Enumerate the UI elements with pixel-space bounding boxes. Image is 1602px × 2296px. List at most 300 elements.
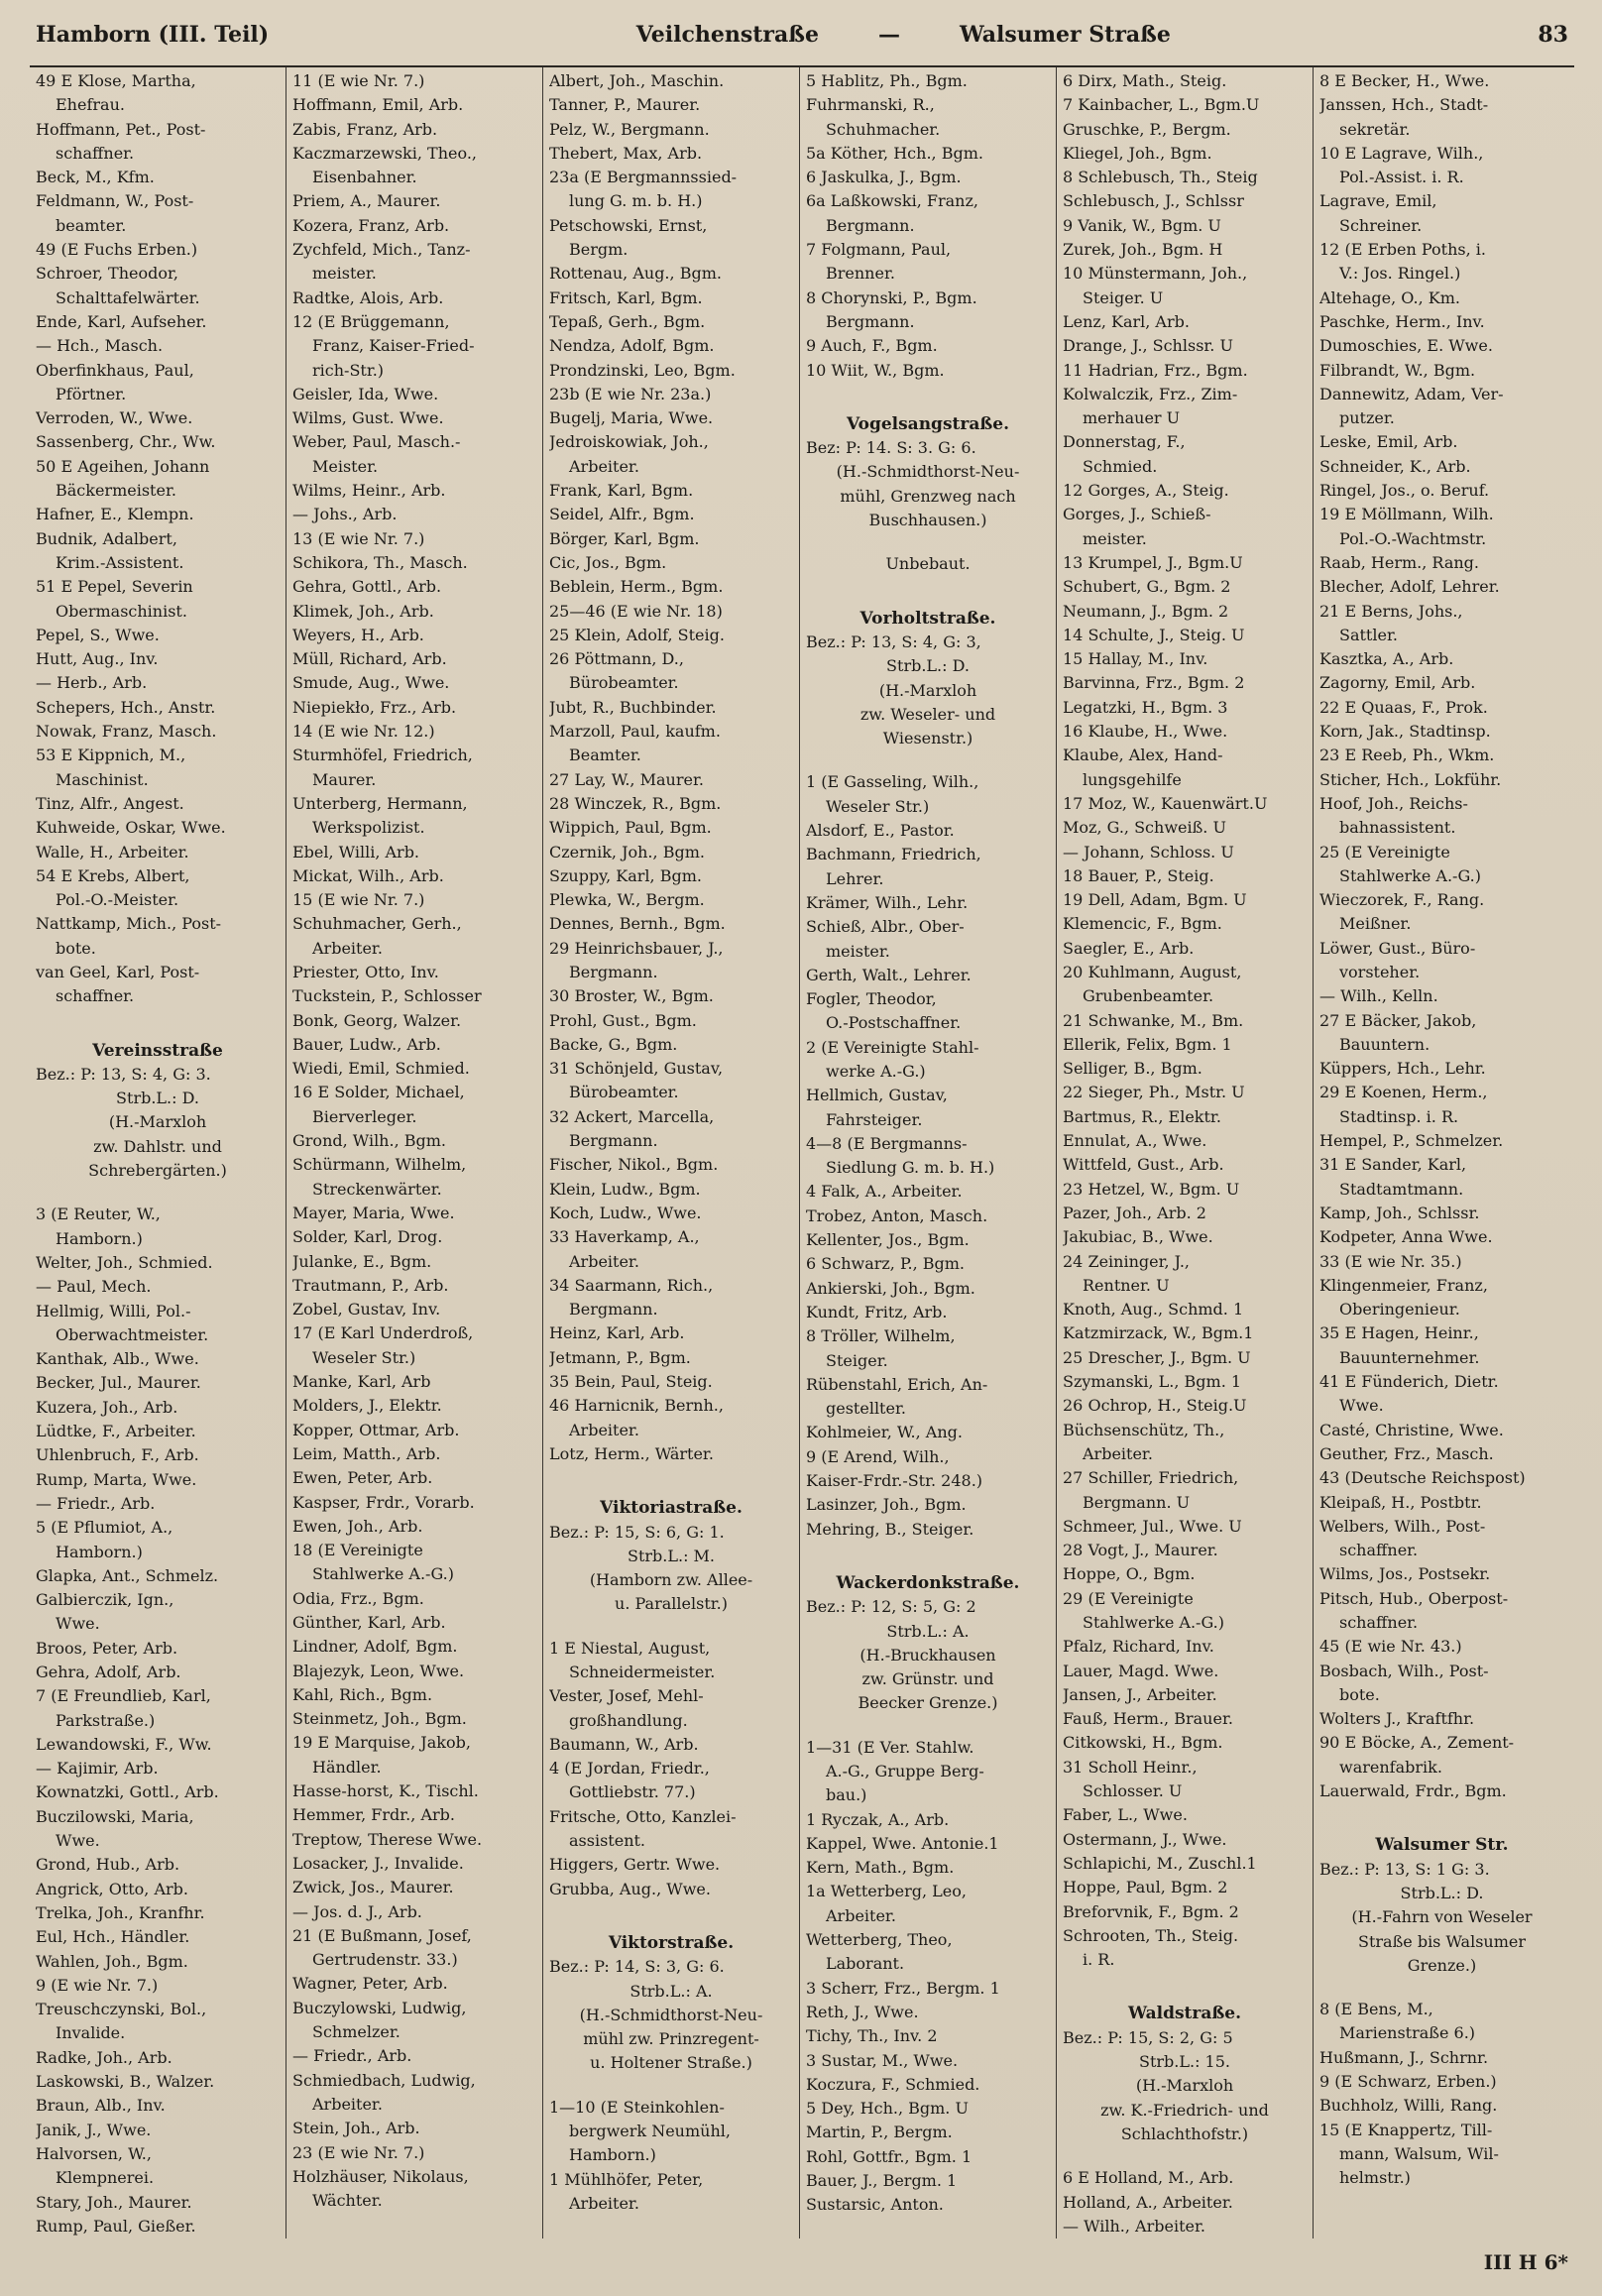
directory-line: Stary, Joh., Maurer.: [36, 2192, 192, 2212]
directory-line: Schreiner.: [1339, 215, 1423, 235]
directory-line: Schrebergärten.): [88, 1161, 227, 1181]
directory-line: 24 Zeininger, J.,: [1063, 1251, 1190, 1271]
directory-line: Galbierczik, Ign.,: [36, 1590, 174, 1610]
directory-line: Werkspolizist.: [312, 818, 425, 838]
directory-line: Glapka, Ant., Schmelz.: [36, 1565, 219, 1585]
directory-line: merhauer U: [1083, 408, 1181, 428]
directory-line: Obermaschinist.: [56, 601, 187, 621]
directory-line: Schikora, Th., Masch.: [292, 552, 468, 572]
directory-line: Büchsenschütz, Th.,: [1063, 1420, 1225, 1439]
directory-line: Wittfeld, Gust., Arb.: [1063, 1155, 1224, 1175]
directory-line: 7 Kainbacher, L., Bgm.U: [1063, 95, 1260, 115]
directory-line: meister.: [312, 264, 377, 284]
directory-line: Schalttafelwärter.: [56, 287, 200, 307]
directory-line: Fuhrmanski, R.,: [806, 95, 935, 115]
directory-line: Grubba, Aug., Wwe.: [549, 1879, 711, 1898]
directory-line: Kundt, Fritz, Arb.: [806, 1302, 948, 1321]
directory-line: 21 E Berns, Johs.,: [1319, 601, 1463, 621]
directory-line: Pol.-O.-Wachtmstr.: [1339, 528, 1487, 548]
directory-line: Lagrave, Emil,: [1319, 191, 1437, 211]
directory-line: Wieczorek, F., Rang.: [1319, 890, 1485, 910]
directory-line: Rohl, Gottfr., Bgm. 1: [806, 2146, 973, 2166]
directory-line: Hoffmann, Pet., Post-: [36, 119, 206, 139]
directory-line: Rottenau, Aug., Bgm.: [549, 264, 722, 284]
directory-line: Schlebusch, J., Schlssr: [1063, 191, 1244, 211]
directory-line: 8 E Becker, H., Wwe.: [1319, 71, 1490, 90]
directory-line: Eisenbahner.: [312, 168, 417, 187]
directory-line: zw. Weseler- und: [859, 704, 996, 724]
directory-line: Wetterberg, Theo,: [806, 1930, 953, 1950]
directory-line: 6 Dirx, Math., Steig.: [1063, 71, 1227, 90]
directory-line: Schlapichi, M., Zuschl.1: [1063, 1853, 1257, 1873]
directory-line: Ende, Karl, Aufseher.: [36, 311, 207, 331]
directory-line: Hoffmann, Emil, Arb.: [292, 95, 464, 115]
directory-line: Kolwalczik, Frz., Zim-: [1063, 384, 1238, 403]
directory-line: Lewandowski, F., Ww.: [36, 1734, 212, 1754]
directory-line: Hellmich, Gustav,: [806, 1086, 948, 1105]
directory-line: 26 Pöttmann, D.,: [549, 649, 684, 669]
directory-line: Bauer, Ludw., Arb.: [292, 1034, 441, 1054]
directory-line: 3 Scherr, Frz., Bergm. 1: [806, 1978, 1000, 1998]
directory-line: Uhlenbruch, F., Arb.: [36, 1445, 199, 1465]
directory-line: Laborant.: [826, 1954, 905, 1974]
directory-line: Pelz, W., Bergmann.: [549, 119, 710, 139]
directory-line: Oberingenieur.: [1339, 1300, 1460, 1320]
directory-line: Sattler.: [1339, 625, 1398, 644]
directory-line: 21 Schwanke, M., Bm.: [1063, 1010, 1244, 1030]
directory-line: 6 Jaskulka, J., Bgm.: [806, 168, 962, 187]
directory-line: Gehra, Adolf, Arb.: [36, 1663, 181, 1681]
directory-line: 11 Hadrian, Frz., Bgm.: [1063, 360, 1248, 380]
directory-line: Bugelj, Maria, Wwe.: [549, 408, 714, 428]
directory-line: Arbeiter.: [569, 2193, 639, 2213]
directory-line: — Jos. d. J., Arb.: [292, 1901, 422, 1921]
directory-line: Wippich, Paul, Bgm.: [549, 818, 712, 838]
directory-line: Klemencic, F., Bgm.: [1063, 914, 1222, 934]
directory-line: Hemmer, Frdr., Arb.: [292, 1805, 455, 1825]
header-left: Hamborn (III. Teil): [36, 22, 270, 48]
directory-line: Broos, Peter, Arb.: [36, 1638, 178, 1658]
directory-line: assistent.: [569, 1831, 646, 1851]
directory-line: 12 (E Brüggemann,: [292, 311, 450, 331]
directory-line: Eul, Hch., Händler.: [36, 1927, 190, 1947]
directory-line: Kliegel, Joh., Bgm.: [1063, 143, 1212, 163]
directory-line: Prohl, Gust., Bgm.: [549, 1010, 697, 1030]
directory-line: Schepers, Hch., Anstr.: [36, 697, 216, 717]
directory-line: Zagorny, Emil, Arb.: [1319, 673, 1476, 693]
directory-line: Meister.: [312, 456, 379, 476]
directory-line: — Wilh., Arbeiter.: [1063, 2216, 1205, 2236]
directory-line: Angrick, Otto, Arb.: [36, 1879, 189, 1898]
directory-line: Mickat, Wilh., Arb.: [292, 865, 444, 885]
directory-line: (H.-Marxloh: [1135, 2076, 1234, 2096]
directory-line: Maurer.: [312, 769, 377, 789]
directory-line: Czernik, Joh., Bgm.: [549, 842, 705, 861]
directory-line: Bauuntern.: [1339, 1034, 1430, 1054]
directory-line: Zobel, Gustav, Inv.: [292, 1300, 441, 1320]
directory-line: Wahlen, Joh., Bgm.: [36, 1951, 188, 1971]
directory-line: Heinz, Karl, Arb.: [549, 1323, 685, 1343]
directory-line: Losacker, J., Invalide.: [292, 1853, 464, 1873]
street-heading: Vogelsangstraße.: [846, 413, 1009, 434]
directory-line: Beecker Grenze.): [858, 1693, 998, 1713]
directory-line: — Wilh., Kelln.: [1319, 986, 1438, 1006]
directory-line: (H.-Marxloh: [108, 1112, 207, 1132]
street-heading: Viktorstraße.: [608, 1932, 735, 1953]
directory-line: Schubert, G., Bgm. 2: [1063, 577, 1231, 597]
directory-line: Schmelzer.: [312, 2022, 400, 2042]
directory-line: Kaczmarzewski, Theo.,: [292, 143, 477, 163]
directory-line: Lüdtke, F., Arbeiter.: [36, 1422, 196, 1441]
column-4: [800, 67, 1057, 2239]
directory-line: Gorges, J., Schieß-: [1063, 505, 1211, 524]
directory-line: Krämer, Wilh., Lehr.: [806, 892, 969, 912]
directory-line: i. R.: [1083, 1950, 1115, 1970]
directory-line: Holland, A., Arbeiter.: [1063, 2192, 1233, 2212]
directory-line: Radke, Joh., Arb.: [36, 2047, 172, 2067]
directory-line: Bergm.: [569, 240, 629, 260]
header-dash: —: [877, 22, 900, 48]
directory-line: Szymanski, L., Bgm. 1: [1063, 1372, 1242, 1392]
directory-line: Gertrudenstr. 33.): [312, 1950, 458, 1970]
directory-line: Schuhmacher.: [826, 119, 941, 139]
directory-line: 16 Klaube, H., Wwe.: [1063, 722, 1228, 742]
directory-line: Bosbach, Wilh., Post-: [1319, 1661, 1489, 1680]
directory-line: Moz, G., Schweiß. U: [1063, 818, 1226, 838]
directory-line: Strb.L.: A.: [629, 1981, 713, 2001]
directory-line: Brenner.: [826, 264, 895, 284]
directory-line: Tuckstein, P., Schlosser: [292, 986, 482, 1006]
directory-line: 25 Klein, Adolf, Steig.: [549, 625, 725, 644]
directory-line: Ellerik, Felix, Bgm. 1: [1063, 1034, 1232, 1054]
directory-line: 25 Drescher, J., Bgm. U: [1063, 1347, 1251, 1367]
directory-line: 7 (E Freundlieb, Karl,: [36, 1686, 211, 1706]
directory-line: lung G. m. b. H.): [569, 191, 703, 211]
directory-line: Citkowski, H., Bgm.: [1063, 1733, 1223, 1753]
directory-line: schaffner.: [56, 986, 135, 1006]
header-center-left: Veilchenstraße: [635, 22, 819, 48]
directory-line: Frank, Karl, Bgm.: [549, 481, 694, 501]
directory-line: Odia, Frz., Bgm.: [292, 1588, 424, 1608]
directory-line: warenfabrik.: [1339, 1757, 1442, 1777]
directory-line: Schlachthofstr.): [1120, 2124, 1249, 2143]
directory-line: 11 (E wie Nr. 7.): [292, 71, 425, 90]
directory-line: Altehage, O., Km.: [1319, 287, 1460, 307]
directory-line: 14 Schulte, J., Steig. U: [1063, 625, 1245, 644]
directory-line: 15 (E Knappertz, Till-: [1319, 2120, 1493, 2139]
directory-line: Bez.: P: 13, S: 1 G: 3.: [1319, 1859, 1490, 1879]
directory-line: Dannewitz, Adam, Ver-: [1319, 384, 1504, 403]
directory-line: 8 Chorynski, P., Bgm.: [806, 287, 977, 307]
directory-line: Buchholz, Willi, Rang.: [1319, 2096, 1498, 2116]
directory-line: 4 (E Jordan, Friedr.,: [549, 1759, 710, 1779]
directory-line: 28 Winczek, R., Bgm.: [549, 793, 722, 813]
directory-line: Schmiedbach, Ludwig,: [292, 2070, 476, 2090]
directory-line: Alsdorf, E., Pastor.: [806, 821, 955, 841]
directory-line: Seidel, Alfr., Bgm.: [549, 505, 695, 524]
directory-line: Smude, Aug., Wwe.: [292, 673, 450, 693]
directory-line: Molders, J., Elektr.: [292, 1396, 442, 1416]
directory-line: — Friedr., Arb.: [292, 2046, 412, 2066]
directory-line: Wiesenstr.): [882, 729, 973, 748]
directory-line: — Kajimir, Arb.: [36, 1759, 159, 1779]
directory-line: Lasinzer, Joh., Bgm.: [806, 1495, 967, 1515]
directory-line: 9 Vanik, W., Bgm. U: [1063, 215, 1221, 235]
directory-line: 33 Haverkamp, A.,: [549, 1227, 700, 1247]
directory-line: Paschke, Herm., Inv.: [1319, 311, 1485, 331]
directory-line: Stein, Joh., Arb.: [292, 2119, 420, 2138]
directory-line: Jubt, R., Buchbinder.: [549, 697, 717, 717]
directory-line: Wwe.: [1339, 1396, 1384, 1416]
directory-line: Bez.: P: 15, S: 2, G: 5: [1063, 2027, 1233, 2047]
directory-line: 1—31 (E Ver. Stahlw.: [806, 1737, 974, 1757]
directory-line: Oberfinkhaus, Paul,: [36, 360, 194, 380]
directory-line: van Geel, Karl, Post-: [36, 962, 200, 981]
columns: [30, 67, 1574, 2239]
directory-line: Bez: P: 14. S: 3. G: 6.: [806, 438, 976, 458]
directory-line: Prondzinski, Leo, Bgm.: [549, 360, 736, 380]
directory-line: Pfalz, Richard, Inv.: [1063, 1637, 1214, 1657]
directory-line: Wilms, Heinr., Arb.: [292, 481, 446, 501]
directory-line: u. Holtener Straße.): [590, 2053, 752, 2073]
directory-line: Stahlwerke A.-G.): [1083, 1613, 1224, 1632]
directory-line: schaffner.: [1339, 1613, 1419, 1632]
directory-line: mann, Walsum, Wil-: [1339, 2143, 1499, 2163]
directory-line: Händler.: [312, 1757, 382, 1777]
directory-line: Kellenter, Jos., Bgm.: [806, 1230, 970, 1250]
directory-line: 1 Ryczak, A., Arb.: [806, 1809, 950, 1829]
directory-line: Dumoschies, E. Wwe.: [1319, 336, 1493, 356]
directory-line: Schürmann, Wilhelm,: [292, 1155, 467, 1175]
directory-line: 27 E Bäcker, Jakob,: [1319, 1010, 1477, 1030]
directory-line: Backe, G., Bgm.: [549, 1034, 678, 1054]
directory-line: Siedlung G. m. b. H.): [826, 1158, 995, 1178]
directory-line: Steiger. U: [1083, 287, 1164, 307]
directory-line: Kern, Math., Bgm.: [806, 1858, 955, 1878]
directory-line: Kodpeter, Anna Wwe.: [1319, 1227, 1493, 1247]
directory-line: Stadtamtmann.: [1339, 1179, 1464, 1199]
directory-line: 3 Sustar, M., Wwe.: [806, 2050, 959, 2070]
directory-line: Beblein, Herm., Bgm.: [549, 577, 724, 597]
directory-line: Bürobeamter.: [569, 1083, 679, 1102]
directory-line: Jansen, J., Arbeiter.: [1063, 1684, 1217, 1704]
directory-line: Bergmann.: [826, 215, 915, 235]
directory-line: 5 Hablitz, Ph., Bgm.: [806, 71, 968, 90]
directory-line: Trautmann, P., Arb.: [292, 1275, 449, 1295]
directory-line: Bergmann.: [826, 311, 915, 331]
directory-line: Blajezyk, Leon, Wwe.: [292, 1661, 465, 1680]
directory-line: schaffner.: [1339, 1541, 1419, 1560]
directory-line: Hamborn.): [56, 1542, 143, 1561]
directory-line: Fritsche, Otto, Kanzlei-: [549, 1806, 737, 1826]
directory-line: Bauunternehmer.: [1339, 1347, 1480, 1367]
directory-line: Klaube, Alex, Hand-: [1063, 746, 1223, 765]
directory-line: Verroden, W., Wwe.: [36, 408, 193, 428]
directory-line: Gerth, Walt., Lehrer.: [806, 965, 972, 984]
directory-line: zw. K.-Friedrich- und: [1100, 2100, 1269, 2120]
directory-line: 29 (E Vereinigte: [1063, 1588, 1194, 1608]
directory-line: zw. Grünstr. und: [861, 1669, 994, 1689]
directory-line: Welter, Joh., Schmied.: [36, 1252, 213, 1272]
directory-line: Nowak, Franz, Masch.: [36, 722, 217, 742]
directory-line: Hoppe, O., Bgm.: [1063, 1564, 1196, 1584]
directory-line: Steiger.: [826, 1350, 888, 1370]
directory-line: Schieß, Albr., Ober-: [806, 917, 965, 937]
directory-line: Bez.: P: 15, S: 6, G: 1.: [549, 1522, 725, 1542]
directory-line: Arbeiter.: [569, 456, 639, 476]
directory-line: 50 E Ageihen, Johann: [36, 456, 210, 476]
directory-line: Casté, Christine, Wwe.: [1319, 1420, 1504, 1439]
directory-line: Pförtner.: [56, 384, 127, 403]
directory-line: Krim.-Assistent.: [56, 552, 184, 572]
directory-line: Hoppe, Paul, Bgm. 2: [1063, 1878, 1228, 1897]
directory-line: 54 E Krebs, Albert,: [36, 865, 190, 885]
directory-line: Kahl, Rich., Bgm.: [292, 1684, 433, 1704]
directory-line: Budnik, Adalbert,: [36, 528, 177, 548]
directory-line: 9 (E Schwarz, Erben.): [1319, 2072, 1497, 2092]
directory-line: 8 (E Bens, M.,: [1319, 2000, 1433, 2019]
directory-line: Rübenstahl, Erich, An-: [806, 1374, 988, 1394]
directory-line: (H.-Schmidthorst-Neu-: [836, 462, 1020, 482]
directory-line: Leske, Emil, Arb.: [1319, 432, 1458, 452]
directory-line: Pol.-Assist. i. R.: [1339, 168, 1464, 187]
directory-line: Drange, J., Schlssr. U: [1063, 336, 1233, 356]
directory-line: Blecher, Adolf, Lehrer.: [1319, 577, 1500, 597]
directory-line: Weseler Str.): [312, 1347, 416, 1367]
directory-line: 22 E Quaas, F., Prok.: [1319, 697, 1488, 717]
directory-line: Günther, Karl, Arb.: [292, 1613, 446, 1632]
directory-line: 13 Krumpel, J., Bgm.U: [1063, 552, 1243, 572]
directory-line: 28 Vogt, J., Maurer.: [1063, 1541, 1218, 1560]
directory-line: Klempnerei.: [56, 2168, 155, 2188]
directory-line: Grond, Hub., Arb.: [36, 1855, 180, 1875]
directory-line: Wagner, Peter, Arb.: [292, 1974, 448, 1994]
directory-line: (Hamborn zw. Allee-: [589, 1570, 753, 1590]
directory-line: 9 Auch, F., Bgm.: [806, 336, 938, 356]
directory-line: Bergmann.: [569, 962, 658, 981]
directory-line: Lenz, Karl, Arb.: [1063, 311, 1190, 331]
directory-line: Tanner, P., Maurer.: [549, 95, 701, 115]
directory-line: Kuzera, Joh., Arb.: [36, 1397, 178, 1417]
directory-line: Kappel, Wwe. Antonie.1: [806, 1833, 999, 1853]
directory-line: 25 (E Vereinigte: [1319, 842, 1450, 861]
directory-line: Lindner, Adolf, Bgm.: [292, 1637, 458, 1657]
directory-line: Lauer, Magd. Wwe.: [1063, 1661, 1219, 1680]
directory-line: 14 (E wie Nr. 12.): [292, 722, 435, 742]
directory-line: Bauer, J., Bergm. 1: [806, 2171, 958, 2191]
directory-line: 18 Bauer, P., Steig.: [1063, 865, 1214, 885]
street-heading: Walsumer Str.: [1375, 1835, 1509, 1856]
directory-line: Schuhmacher, Gerh.,: [292, 914, 462, 934]
directory-line: Hafner, E., Klempn.: [36, 505, 194, 524]
directory-line: Janik, J., Wwe.: [36, 2120, 152, 2139]
directory-line: Stahlwerke A.-G.): [312, 1564, 454, 1584]
directory-line: 23a (E Bergmannssied-: [549, 168, 738, 187]
directory-line: Manke, Karl, Arb: [292, 1372, 431, 1392]
directory-line: Bergmann.: [569, 1131, 658, 1151]
directory-line: Schneider, K., Arb.: [1319, 456, 1471, 476]
directory-line: lungsgehilfe: [1083, 769, 1182, 789]
directory-line: (H.-Marxloh: [878, 680, 977, 700]
directory-line: 27 Lay, W., Maurer.: [549, 769, 704, 789]
directory-line: Schmeer, Jul., Wwe. U: [1063, 1516, 1242, 1536]
street-heading: Wackerdonkstraße.: [836, 1572, 1020, 1593]
directory-line: Ringel, Jos., o. Beruf.: [1319, 481, 1490, 501]
directory-line: Bez.: P: 13, S: 4, G: 3,: [806, 631, 981, 651]
directory-line: sekretär.: [1339, 119, 1411, 139]
directory-line: Martin, P., Bergm.: [806, 2123, 953, 2142]
directory-line: — Johs., Arb.: [292, 505, 398, 524]
directory-line: Meißner.: [1339, 914, 1412, 934]
directory-line: Rentner. U: [1083, 1275, 1170, 1295]
directory-line: Trobez, Anton, Masch.: [806, 1205, 988, 1225]
directory-line: Faber, L., Wwe.: [1063, 1805, 1188, 1825]
directory-line: Legatzki, H., Bgm. 3: [1063, 697, 1228, 717]
directory-line: Radtke, Alois, Arb.: [292, 287, 444, 307]
directory-line: Bez.: P: 12, S: 5, G: 2: [806, 1597, 976, 1617]
directory-line: Parkstraße.): [56, 1710, 156, 1730]
directory-line: helmstr.): [1339, 2168, 1411, 2188]
directory-line: 17 Moz, W., Kauenwärt.U: [1063, 793, 1268, 813]
directory-line: Unterberg, Hermann,: [292, 793, 468, 813]
directory-line: — Hch., Masch.: [36, 336, 164, 356]
directory-line: Hutt, Aug., Inv.: [36, 649, 159, 669]
directory-line: Trelka, Joh., Kranfhr.: [36, 1902, 205, 1922]
directory-line: 49 (E Fuchs Erben.): [36, 240, 198, 260]
directory-line: Klimek, Joh., Arb.: [292, 601, 434, 621]
directory-line: Wiedi, Emil, Schmied.: [292, 1059, 470, 1079]
directory-line: — Johann, Schloss. U: [1063, 842, 1234, 861]
directory-line: Geuther, Frz., Masch.: [1319, 1443, 1494, 1463]
directory-line: Jakubiac, B., Wwe.: [1063, 1227, 1213, 1247]
directory-line: 1a Wetterberg, Leo,: [806, 1882, 967, 1901]
directory-line: 26 Ochrop, H., Steig.U: [1063, 1396, 1247, 1416]
directory-line: Weber, Paul, Masch.-: [292, 432, 461, 452]
directory-line: A.-G., Gruppe Berg-: [826, 1762, 984, 1780]
directory-line: Knoth, Aug., Schmd. 1: [1063, 1300, 1244, 1320]
directory-line: Pitsch, Hub., Oberpost-: [1319, 1588, 1509, 1608]
directory-line: 5 (E Pflumiot, A.,: [36, 1518, 173, 1538]
directory-line: V.: Jos. Ringel.): [1339, 264, 1461, 284]
page-number: 83: [1538, 22, 1568, 48]
directory-line: Bartmus, R., Elektr.: [1063, 1106, 1221, 1126]
directory-line: Beamter.: [569, 746, 641, 765]
directory-line: 31 E Sander, Karl,: [1319, 1155, 1467, 1175]
directory-line: Marienstraße 6.): [1339, 2023, 1476, 2043]
directory-line: meister.: [826, 941, 890, 961]
directory-line: 2 (E Vereinigte Stahl-: [806, 1037, 979, 1057]
directory-line: Mayer, Maria, Wwe.: [292, 1203, 455, 1222]
directory-line: Saegler, E., Arb.: [1063, 938, 1195, 958]
directory-line: 46 Harnicnik, Bernh.,: [549, 1396, 724, 1416]
directory-line: 18 (E Vereinigte: [292, 1541, 423, 1560]
directory-line: Korn, Jak., Stadtinsp.: [1319, 722, 1491, 742]
directory-line: 9 (E Arend, Wilh.,: [806, 1446, 950, 1466]
header-center-right: Walsumer Straße: [959, 22, 1171, 48]
directory-line: Strb.L.: D.: [116, 1089, 199, 1108]
directory-line: Holzhäuser, Nikolaus,: [292, 2166, 469, 2186]
directory-line: (H.-Schmidthorst-Neu-: [579, 2005, 763, 2024]
directory-line: Zurek, Joh., Bgm. H: [1063, 240, 1223, 260]
footer-mark: III H 6*: [1483, 2250, 1568, 2274]
directory-line: 19 E Marquise, Jakob,: [292, 1733, 471, 1753]
directory-line: 1 Mühlhöfer, Peter,: [549, 2169, 704, 2189]
column-5: [1057, 67, 1314, 2239]
directory-line: Sticher, Hch., Lokführ.: [1319, 769, 1502, 789]
directory-line: Sassenberg, Chr., Ww.: [36, 432, 216, 452]
directory-line: Unbebaut.: [885, 554, 971, 574]
directory-line: Higgers, Gertr. Wwe.: [549, 1855, 721, 1875]
